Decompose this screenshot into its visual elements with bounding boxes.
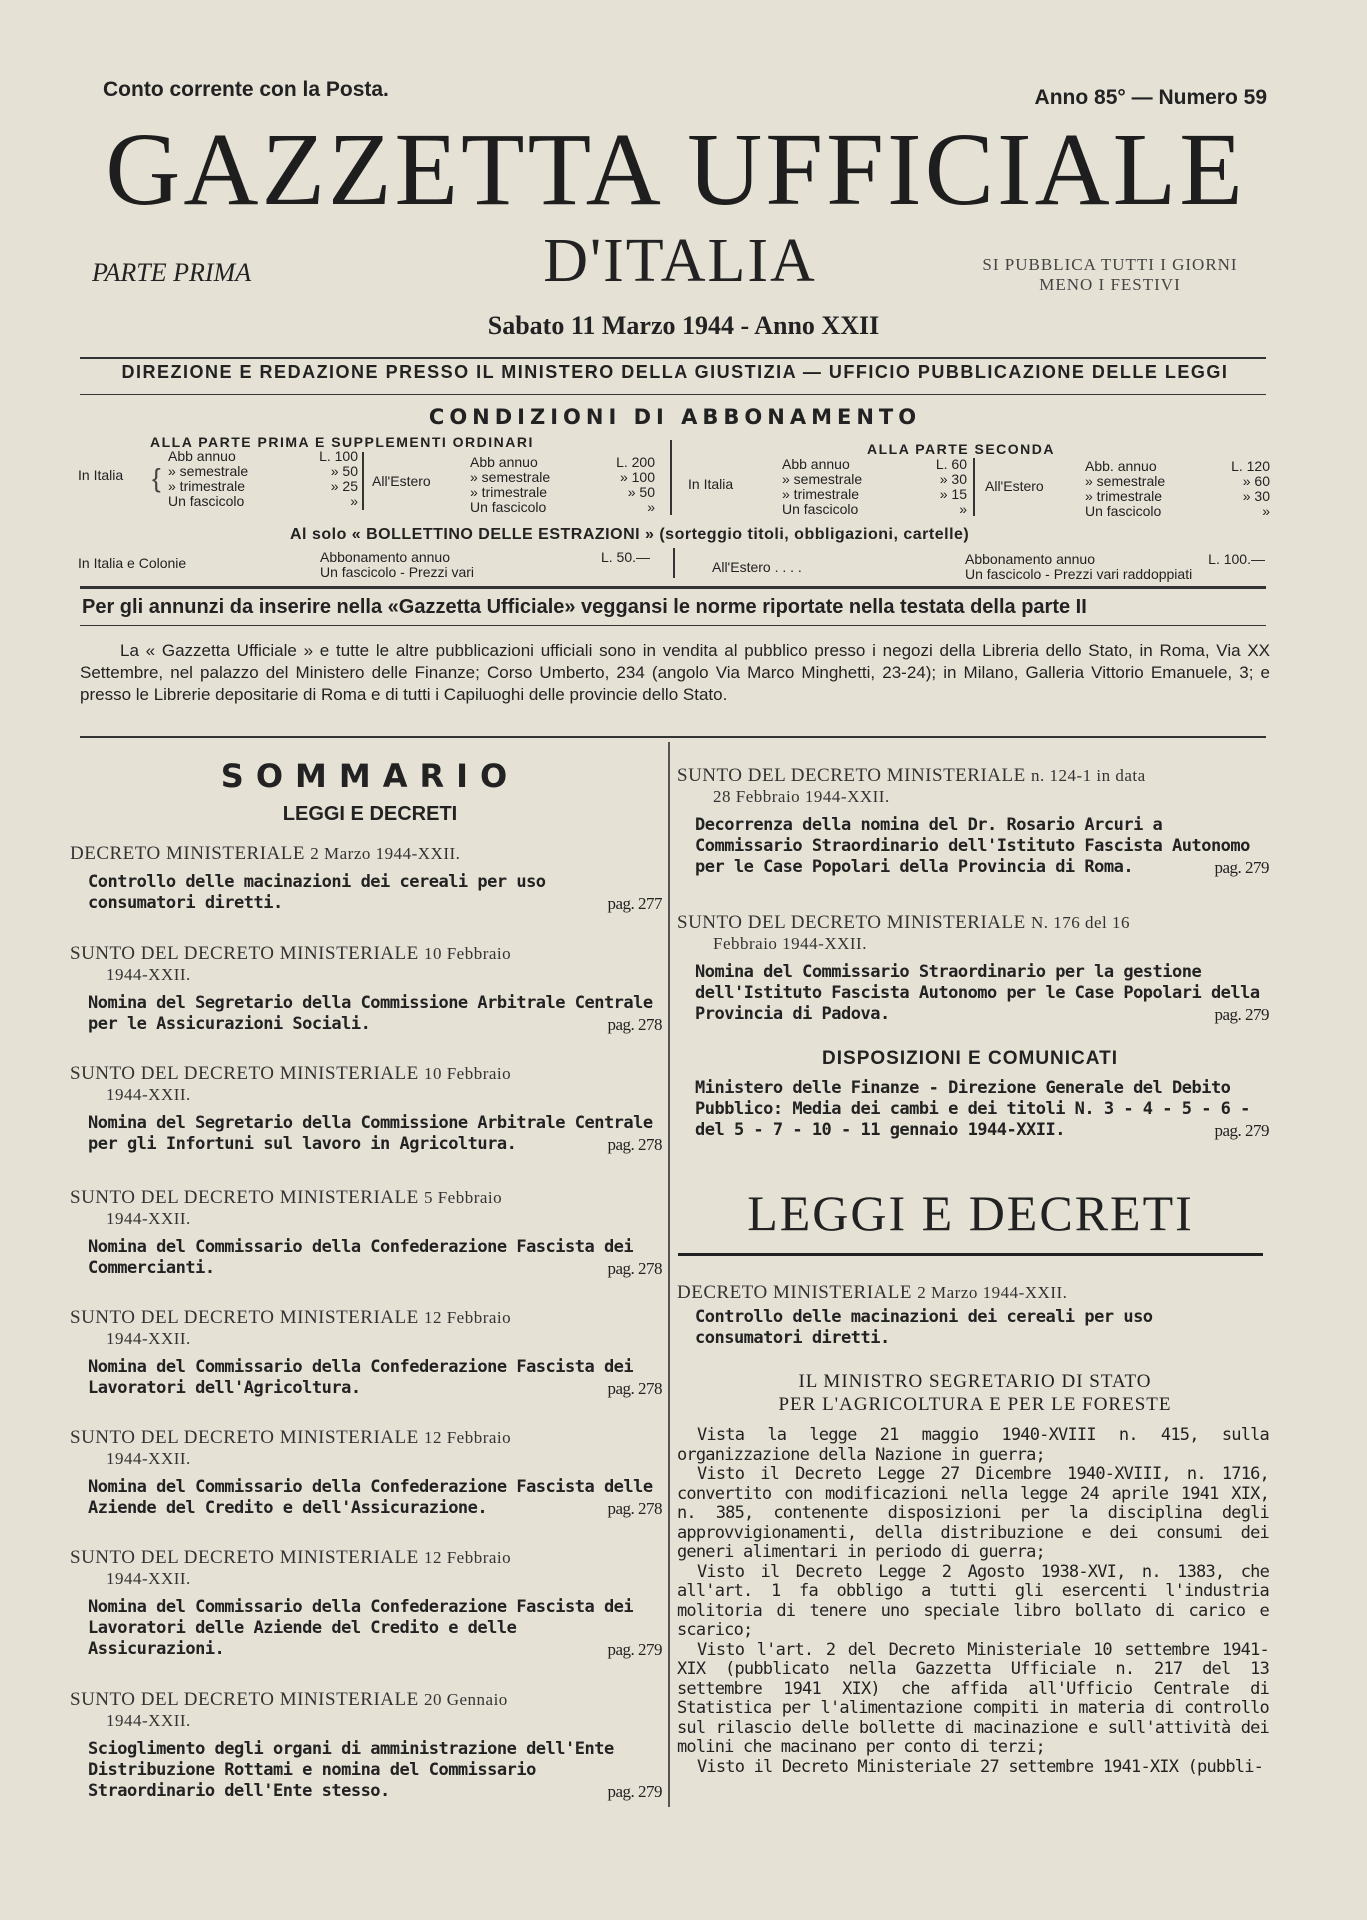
sommario-entry: [677, 765, 1269, 878]
entry-head-cont: 28 Febbraio 1944-XXII.: [713, 787, 890, 806]
table-divider: [973, 458, 975, 516]
entry-head: SUNTO DEL DECRETO MINISTERIALE 12 Febbraio: [70, 1547, 512, 1568]
entry-body: Nomina del Segretario della Commissione Arbitrale Centrale per gli Infortuni sul lavoro in Agricoltura. pag. 278: [88, 1113, 662, 1154]
sommario-entry: [677, 912, 1269, 1025]
parte-prima-subscriptions-title: ALLA PARTE PRIMA E SUPPLEMENTI ORDINARI: [150, 434, 534, 450]
annunzi-rule: [80, 625, 1266, 626]
entry-head-cont: 1944-XXII.: [106, 1569, 191, 1588]
entry-head: SUNTO DEL DECRETO MINISTERIALE 12 Febbraio: [70, 1307, 512, 1328]
price-row: Abb annuo L. 60: [782, 456, 967, 472]
heading-rule: [678, 1253, 1263, 1256]
entry-body: Decorrenza della nomina del Dr. Rosario Arcuri a Commissario Straordinario dell'Istituto Fascista Autonomo per le Case Popolari della Provincia di Roma. pag. 279: [695, 815, 1269, 877]
price-row: » trimestrale » 25: [168, 478, 358, 494]
entry-body: Controllo delle macinazioni dei cereali per uso consumatori diretti.: [695, 1307, 1153, 1348]
price-row: Abbonamento annuo L. 100.—: [965, 551, 1265, 567]
entry-head-cont: 1944-XXII.: [106, 965, 191, 984]
conto-corrente-line: Conto corrente con la Posta.: [103, 78, 389, 101]
publication-frequency: [945, 255, 1275, 295]
leggi-decreti-heading: LEGGI E DECRETI: [747, 1185, 1194, 1241]
visto-paragraph: Visto il Decreto Legge 2 Agosto 1938-XVI, n. 1383, che all'art. 1 fa obbligo a tutti gli esercenti l'industria molitoria di tenere uno speciale libro bollato di carico e scarico;: [677, 1561, 1269, 1640]
direzione-line: DIREZIONE E REDAZIONE PRESSO IL MINISTERO DELLA GIUSTIZIA — UFFICIO PUBBLICAZIONE DELLE LEGGI: [121, 362, 1229, 382]
ministro-line-1: IL MINISTRO SEGRETARIO DI STATO: [798, 1371, 1152, 1392]
disposizioni-entry: [677, 1078, 1269, 1141]
column-divider: [668, 742, 670, 1807]
entry-head-cont: 1944-XXII.: [106, 1209, 191, 1228]
pp-italia-label: In Italia: [78, 467, 124, 483]
entry-body: Nomina del Commissario della Confederazione Fascista delle Aziende del Credito e dell'Assicurazione. pag. 278: [88, 1477, 662, 1518]
masthead-subtitle: D'ITALIA: [543, 227, 817, 295]
sommario-entry: [70, 1063, 662, 1155]
visto-paragraph: Visto l'art. 2 del Decreto Ministeriale 10 settembre 1941-XIX (pubblicato nella Gazzetta Ufficiale n. 217 del 13 settembre 1941 XIX) che affida all'Ufficio Centrale di Statistica per l'alimentazione compiti in materia di controllo sul rilascio delle bollette di macinazione e sull'attività dei molini che macinano per conto di terzi;: [677, 1639, 1269, 1757]
table-divider: [673, 548, 675, 578]
header-rule-2: [80, 394, 1266, 395]
ps-estero-prices: [1085, 459, 1270, 519]
sommario-section: LEGGI E DECRETI: [282, 803, 458, 825]
price-row: Un fascicolo »: [470, 499, 655, 515]
entry-head: SUNTO DEL DECRETO MINISTERIALE 12 Febbraio: [70, 1427, 512, 1448]
header-rule-top: [80, 357, 1266, 359]
pubblica-line-1: SI PUBBLICA TUTTI I GIORNI: [982, 255, 1238, 274]
entry-body: Nomina del Commissario della Confederazione Fascista dei Lavoratori dell'Agricoltura. pag. 278: [88, 1357, 662, 1398]
decreto-entry: [677, 1282, 1269, 1349]
pubblica-line-2: MENO I FESTIVI: [1039, 275, 1181, 294]
entry-head-cont: 1944-XXII.: [106, 1329, 191, 1348]
ps-estero-label: All'Estero: [985, 478, 1044, 494]
sommario-entry: [70, 1427, 662, 1519]
entry-head: SUNTO DEL DECRETO MINISTERIALE N. 176 del 16: [677, 912, 1131, 933]
entry-head-cont: 1944-XXII.: [106, 1711, 191, 1730]
entry-body: Scioglimento degli organi di amministrazione dell'Ente Distribuzione Rottami e nomina del Commissario Straordinario dell'Ente stesso. pag. 279: [88, 1739, 662, 1801]
pp-italia-prices: [168, 449, 358, 509]
table-divider: [362, 452, 364, 510]
sommario-entry: [70, 843, 662, 914]
price-row: Un fascicolo »: [782, 501, 967, 517]
entry-head: SUNTO DEL DECRETO MINISTERIALE 10 Febbraio: [70, 1063, 512, 1084]
entry-head: DECRETO MINISTERIALE 2 Marzo 1944-XXII.: [677, 1282, 1068, 1303]
entry-body: Nomina del Commissario della Confederazione Fascista dei Lavoratori delle Aziende del Credito e delle Assicurazioni. pag. 279: [88, 1597, 662, 1659]
entry-head: SUNTO DEL DECRETO MINISTERIALE 20 Gennaio: [70, 1689, 508, 1710]
intro-rule: [80, 736, 1266, 738]
ministro-heading: [690, 1370, 1260, 1416]
price-row: » semestrale » 100: [470, 469, 655, 485]
entry-head: SUNTO DEL DECRETO MINISTERIALE 5 Febbraio: [70, 1187, 503, 1208]
price-row: » semestrale » 60: [1085, 473, 1270, 489]
price-row: Un fascicolo - Prezzi vari raddoppiati: [965, 566, 1193, 582]
intro-paragraph: La « Gazzetta Ufficiale » e tutte le altre pubblicazioni ufficiali sono in vendita al pubblico presso i negozi della Libreria dello Stato, in Roma, Via XX Settembre, nel palazzo del Ministero delle Finanze; Corso Umberto, 234 (angolo Via Marco Minghetti, 23-24); in Milano, Galleria Vittorio Emanuele, 3; e presso le Librerie depositarie di Roma e di tutti i Capiluoghi delle provincie dello Stato.: [80, 641, 1270, 704]
price-row: Abb annuo L. 200: [470, 454, 655, 470]
entry-head-cont: 1944-XXII.: [106, 1085, 191, 1104]
ps-italia-prices: [782, 457, 967, 517]
boll-estero-prices: [965, 552, 1265, 582]
entry-head: DECRETO MINISTERIALE 2 Marzo 1944-XXII.: [70, 843, 461, 864]
price-row: Un fascicolo - Prezzi vari: [320, 564, 475, 580]
price-row: » trimestrale » 30: [1085, 488, 1270, 504]
pp-estero-prices: [470, 455, 655, 515]
table-divider-main: [670, 440, 672, 515]
abbonamento-rule: [80, 586, 1266, 589]
entry-head-cont: 1944-XXII.: [106, 1449, 191, 1468]
boll-italia-label: In Italia e Colonie: [78, 555, 187, 571]
boll-italia-prices: [320, 550, 650, 580]
entry-body: Ministero delle Finanze - Direzione Generale del Debito Pubblico: Media dei cambi e dei titoli N. 3 - 4 - 5 - 6 - del 5 - 7 - 10 - 11 gennaio 1944-XXII. pag. 279: [695, 1078, 1269, 1140]
ps-italia-label: In Italia: [688, 476, 734, 492]
ministro-line-2: PER L'AGRICOLTURA E PER LE FORESTE: [778, 1394, 1172, 1415]
entry-body: Nomina del Segretario della Commissione Arbitrale Centrale per le Assicurazioni Sociali. pag. 278: [88, 993, 662, 1034]
disposizioni-title: DISPOSIZIONI E COMUNICATI: [822, 1048, 1118, 1069]
price-row: Abbonamento annuo L. 50.—: [320, 549, 650, 565]
bollettino-title: Al solo « BOLLETTINO DELLE ESTRAZIONI » (sorteggio titoli, obbligazioni, cartelle): [290, 526, 970, 543]
visto-paragraph: Visto il Decreto Legge 27 Dicembre 1940-XVIII, n. 1716, convertito con modificazioni nella legge 24 aprile 1941 XIX, n. 385, contenente disposizioni per la disciplina degli approvvigionamenti, della distribuzione e dei consumi dei generi alimentari in periodo di guerra;: [677, 1464, 1269, 1562]
price-row: Abb annuo L. 100: [168, 448, 358, 464]
price-row: » trimestrale » 15: [782, 486, 967, 502]
entry-head: SUNTO DEL DECRETO MINISTERIALE 10 Febbraio: [70, 943, 512, 964]
sommario-title: SOMMARIO: [220, 757, 520, 795]
sommario-entry: [70, 943, 662, 1035]
sommario-entry: [70, 1187, 662, 1279]
entry-head: SUNTO DEL DECRETO MINISTERIALE n. 124-1 in data: [677, 765, 1146, 786]
parte-seconda-subscriptions-title: ALLA PARTE SECONDA: [867, 441, 1055, 457]
visto-paragraph: Vista la legge 21 maggio 1940-XVIII n. 415, sulla organizzazione della Nazione in guerra;: [677, 1425, 1269, 1465]
entry-head-cont: Febbraio 1944-XXII.: [713, 934, 867, 953]
pp-estero-label: All'Estero: [372, 473, 431, 489]
boll-estero-label: All'Estero . . . .: [712, 559, 802, 575]
issue-date: Sabato 11 Marzo 1944 - Anno XXII: [487, 311, 880, 340]
entry-body: Controllo delle macinazioni dei cereali per uso consumatori diretti. pag. 277: [88, 872, 662, 913]
annunzi-notice: Per gli annunzi da inserire nella «Gazzetta Ufficiale» veggansi le norme riportate nella testata della parte II: [82, 596, 1087, 618]
price-row: » semestrale » 30: [782, 471, 967, 487]
abbonamento-title: CONDIZIONI DI ABBONAMENTO: [428, 405, 922, 429]
masthead-title: GAZZETTA UFFICIALE: [105, 112, 1246, 227]
brace-glyph: {: [152, 463, 161, 493]
entry-body: Nomina del Commissario Straordinario per la gestione dell'Istituto Fascista Autonomo per le Case Popolari della Provincia di Padova. pag. 279: [695, 962, 1269, 1024]
price-row: » trimestrale » 50: [470, 484, 655, 500]
anno-numero: Anno 85° — Numero 59: [1034, 86, 1267, 109]
price-row: Un fascicolo »: [168, 493, 358, 509]
price-row: Un fascicolo »: [1085, 503, 1270, 519]
sommario-entry: [70, 1547, 662, 1660]
visti-body: [677, 1426, 1269, 1777]
price-row: Abb. annuo L. 120: [1085, 458, 1270, 474]
entry-body: Nomina del Commissario della Confederazione Fascista dei Commercianti. pag. 278: [88, 1237, 662, 1278]
visto-paragraph: Visto il Decreto Ministeriale 27 settembre 1941-XIX (pubbli-: [697, 1756, 1264, 1777]
sommario-entry: [70, 1307, 662, 1399]
sommario-entry: [70, 1689, 662, 1802]
parte-prima-label: PARTE PRIMA: [92, 258, 252, 287]
price-row: » semestrale » 50: [168, 463, 358, 479]
